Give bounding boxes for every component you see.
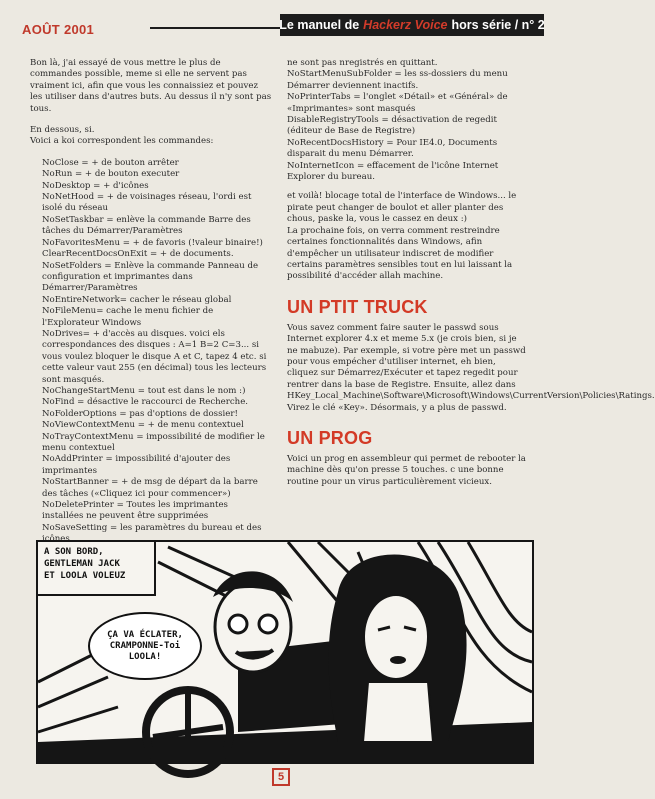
- command-item: NoFavoritesMenu = + de favoris (!valeur binaire!): [42, 237, 263, 248]
- issue-date: AOÛT 2001: [22, 22, 95, 37]
- command-item: NoViewContextMenu = + de menu contextuel: [42, 420, 244, 431]
- command-item: NoSetTaskbar = enlève la commande Barre des tâches du Démarrer/Paramètres: [42, 214, 251, 237]
- command-item: NoStartBanner = + de msg de départ da la barre des tâches («Cliquez ici pour commencer»): [42, 477, 258, 499]
- command-item: NoRun = + de bouton executer: [42, 169, 180, 180]
- page-number: 5: [272, 768, 290, 786]
- command-item: ne sont pas nregistrés en quittant.: [287, 58, 438, 68]
- intro-line-1: En dessous, si.: [30, 125, 95, 136]
- comic-panel: [36, 540, 534, 764]
- section-heading-prog: UN PROG: [287, 427, 373, 448]
- bubble-line: CRAMPONNE-Toi: [109, 640, 181, 651]
- command-item: NoClose = + de bouton arrêter: [42, 157, 179, 168]
- outro-paragraph-2: La prochaine fois, on verra comment restreindre certaines fonctionnalités dans Windows, afin d'empêcher un utilisateur indiscret de modifier certains paramètres sensibles tout en lui laissant la possibilité d'accéder allah machine.: [287, 225, 513, 282]
- command-item: NoFolderOptions = pas d'options de dossier!: [42, 408, 238, 419]
- command-item: NoFind = désactive le raccourci de Recherche.: [42, 397, 249, 408]
- intro-line-2: Voici a koi correspondent les commandes:: [30, 136, 214, 147]
- command-item: NoPrinterTabs = l'onglet «Détail» et «Général» de «Imprimantes» sont masqués: [287, 92, 508, 114]
- truck-paragraph: Vous savez comment faire sauter le passwd sous Internet explorer 4.x et meme 5.x (je crois bien, si je ne mabuze). Par exemple, si votre père met un passwd pour vous empécher d'utiliser internet, eh bien, cliquez sur Démarrez/Exécuter et tapez regedit pour rentrer dans la base de Registre. Ensuite, allez dans HKey_Local_Machine\Software\Microsoft\Windows\CurrentVersion\Policies\Ratings. Virez le clé «Key». Désormais, y a plus de passwd.: [287, 322, 655, 413]
- commands-list: [42, 158, 272, 546]
- command-item: NoEntireNetwork= cacher le réseau global: [42, 294, 232, 305]
- header-rule: [150, 27, 280, 29]
- command-item: NoTrayContextMenu = impossibilité de modifier le menu contextuel: [42, 431, 265, 453]
- command-item: NoDeletePrinter = Toutes les imprimantes installées ne peuvent être supprimées: [42, 500, 228, 522]
- prog-paragraph: Voici un prog en assembleur qui permet de rebooter la machine dès qu'on presse 5 touches. c une bonne routine pour un virus particulièrement vicieux.: [287, 453, 526, 487]
- command-item: ClearRecentDocsOnExit = + de documents.: [42, 249, 234, 260]
- caption-line: ET LOOLA VOLEUZ: [44, 571, 126, 581]
- command-item: NoRecentDocsHistory = Pour IE4.0, Documents disparait du menu Démarrer.: [287, 137, 498, 160]
- command-item: NoNetHood = + de voisinages réseau, l'ordi est isolé du réseau: [42, 192, 252, 214]
- command-item: DisableRegistryTools = désactivation de regedit (éditeur de Base de Registre): [287, 115, 497, 137]
- command-item: NoFileMenu= cache le menu fichier de l'Explorateur Windows: [42, 306, 214, 328]
- bubble-line: ÇA VA ÉCLATER,: [107, 629, 183, 640]
- command-item: NoSaveSetting = les paramètres du bureau et des: [42, 522, 262, 533]
- intro-paragraph: Bon là, j'ai essayé de vous mettre le plus de commandes possible, meme si elle ne servent pas vraiment ici, afin que vous les connaissiez et pouvez les utiliser dans d'autres buts. Au dessus il n'y sont pas tous.: [30, 58, 272, 114]
- command-item: NoDesktop = + d'icônes: [42, 180, 149, 191]
- comic-caption: [38, 542, 156, 596]
- header-band: [280, 14, 544, 36]
- section-heading-truck: UN PTIT TRUCK: [287, 296, 428, 317]
- header-title-post: hors série / n° 2: [451, 18, 545, 32]
- command-item: NoDrives= + d'accès au disques. voici els correspondances des disques : A=1 B=2 C=3... si vous voulez bloquer le disque A et C, tapez 4 etc. si cette valeur vaut 255 (en décimal) tous les lecteurs sont masqués.: [42, 328, 267, 385]
- command-item: NoSetFolders = Enlève la commande Panneau de configuration et imprimantes dans Démarrer/Paramètres: [42, 260, 259, 294]
- outro-paragraph-1: et voilà! blocage total de l'interface de Windows... le pirate peut changer de boulot et aller planter des chous, paske la, vous le cassez en deux :): [287, 191, 517, 225]
- speech-bubble: [88, 612, 202, 680]
- left-column: [30, 58, 272, 546]
- commands-list-continued: [287, 58, 527, 183]
- header-brand: Hackerz Voice: [363, 18, 448, 32]
- caption-line: GENTLEMAN JACK: [44, 559, 120, 569]
- command-item: NoChangeStartMenu = tout est dans le nom :): [42, 385, 246, 396]
- right-column: [287, 58, 655, 488]
- command-item: NoAddPrinter = impossibilité d'ajouter des imprimantes: [42, 454, 231, 476]
- command-item: NoStartMenuSubFolder = les ss-dossiers du menu Démarrer deviennent inactifs.: [287, 69, 508, 91]
- header-title-pre: Le manuel de: [279, 18, 360, 32]
- command-item: NoInternetIcon = effacement de l'icône Internet Explorer du bureau.: [287, 160, 499, 183]
- bubble-line: LOOLA!: [128, 651, 162, 662]
- caption-line: A SON BORD,: [44, 547, 104, 557]
